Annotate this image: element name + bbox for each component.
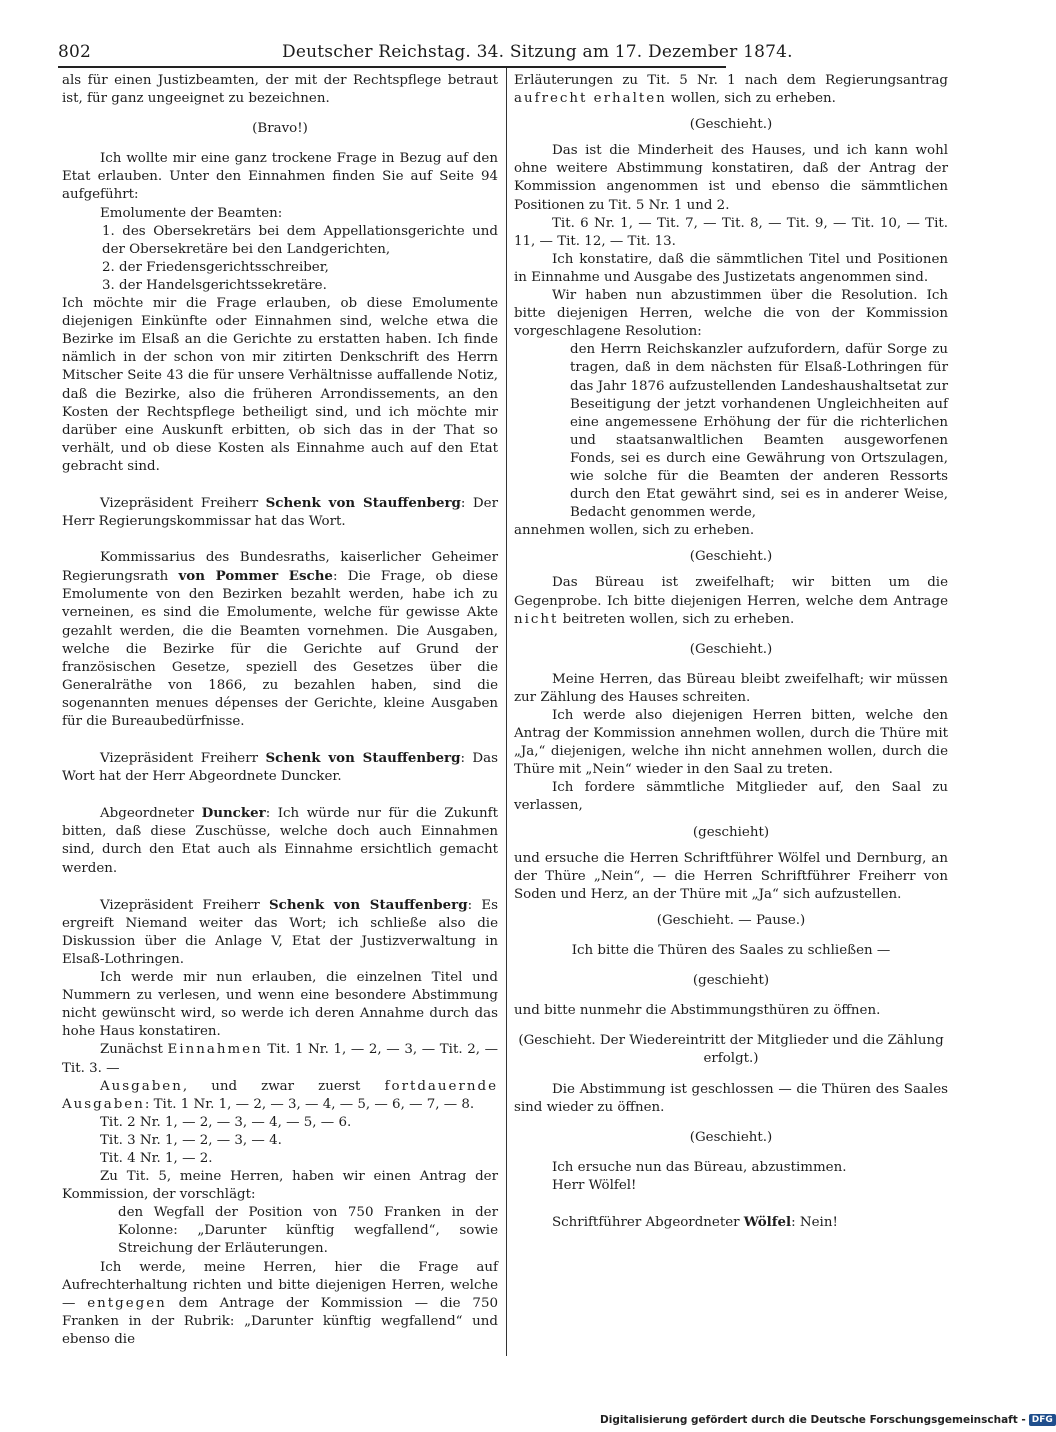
speech-paragraph: Kommissarius des Bundesraths, kaiserlicher Geheimer Regierungsrath von Pommer Esche: Die Frage, ob diese Emolumente von den Bezirken bezahlt werden, habe ich zu verneinen, es sind die Emolumente, welche für gewisse Akte gezahlt werden, die die Beamten vornehmen. Die Ausgaben, welche die Bezirke für die Gerichte auf Grund der französischen Gesetze, speziell des Gesetzes über die Generalräthe von 1866, zu bezahlen haben, sind die sogenannten menues dépenses der Gerichte, kleine Ausgaben für die Bureaubedürfnisse.	[62, 550, 499, 729]
stage-direction: (geschieht)	[692, 824, 770, 840]
stage-direction: (Geschieht.)	[689, 641, 773, 657]
list-item: 2. der Friedensgerichtsschreiber,	[102, 259, 329, 275]
footer-text: Digitalisierung gefördert durch die Deutsche Forschungsgemeinschaft -	[600, 1414, 1026, 1426]
paragraph: Zunächst Einnahmen Tit. 1 Nr. 1, — 2, — 3, — Tit. 2, — Tit. 3. —	[62, 1042, 499, 1076]
paragraph: Das Büreau ist zweifelhaft; wir bitten um die Gegenprobe. Ich bitte diejenigen Herren, welche dem Antrage nicht beitreten wollen, sich zu erheben.	[514, 575, 948, 627]
speaker-name: Duncker	[201, 805, 266, 822]
paragraph: Ich werde also diejenigen Herren bitten, welche den Antrag der Kommission annehmen wollen, durch die Thüre mit „Ja,“ diejenigen, welche ihn nicht annehmen wollen, durch die Thüre mit „Nein“ wieder in den Saal zu treten.	[514, 708, 948, 778]
stage-direction: (Geschieht. Der Wiedereintritt der Mitglieder und die Zählung erfolgt.)	[518, 1033, 944, 1067]
paragraph: Ich wollte mir eine ganz trockene Frage in Bezug auf den Etat erlauben. Unter den Einnahmen finden Sie auf Seite 94 aufgeführt:	[62, 151, 498, 203]
stage-direction: (Geschieht. — Pause.)	[656, 912, 806, 928]
dfg-logo: DFG	[1029, 1414, 1056, 1426]
paragraph: Ausgaben, und zwar zuerst fortdauernde Ausgaben: Tit. 1 Nr. 1, — 2, — 3, — 4, — 5, — 6, — 7, — 8.	[62, 1078, 498, 1112]
list-item: 3. der Handelsgerichtssekretäre.	[102, 277, 327, 293]
paragraph: Wir haben nun abzustimmen über die Resolution. Ich bitte diejenigen Herren, welche die von der Kommission vorgeschlagene Resolution:	[514, 288, 948, 340]
paragraph: Zu Tit. 5, meine Herren, haben wir einen Antrag der Kommission, der vorschlägt:	[62, 1169, 498, 1203]
paragraph: annehmen wollen, sich zu erheben.	[514, 523, 755, 539]
stage-direction: (Geschieht.)	[689, 1129, 773, 1145]
stage-direction: (Geschieht.)	[689, 549, 773, 565]
speaker-name: Schenk von Stauffenberg	[269, 896, 468, 913]
column-divider	[506, 68, 507, 1356]
page-number: 802	[58, 42, 92, 62]
digitization-credit	[600, 1414, 1053, 1430]
paragraph: Herr Wölfel!	[552, 1177, 637, 1193]
running-header	[58, 38, 793, 64]
list-item: 1. des Obersekretärs bei dem Appellationsgerichte und der Obersekretäre bei den Landgerichten,	[102, 223, 498, 257]
paragraph: Erläuterungen zu Tit. 5 Nr. 1 nach dem Regierungsantrag aufrecht erhalten wollen, sich zu erheben.	[514, 73, 948, 107]
paragraph: Die Abstimmung ist geschlossen — die Thüren des Saales sind wieder zu öffnen.	[514, 1081, 948, 1115]
paragraph: Ich ersuche nun das Büreau, abzustimmen.	[552, 1159, 847, 1175]
right-column	[514, 72, 948, 1232]
paragraph: Ich konstatire, daß die sämmtlichen Titel und Positionen in Einnahme und Ausgabe des Justizetats angenommen sind.	[514, 251, 948, 285]
stage-direction: (geschieht)	[692, 973, 770, 989]
title-list: Tit. 4 Nr. 1, — 2.	[100, 1150, 213, 1166]
paragraph: als für einen Justizbeamten, der mit der Rechtspflege betraut ist, für ganz ungeeignet zu bezeichnen.	[62, 73, 498, 107]
paragraph: Meine Herren, das Büreau bleibt zweifelhaft; wir müssen zur Zählung des Hauses schreiten.	[514, 671, 948, 705]
interjection: (Bravo!)	[252, 121, 308, 137]
header-rule	[58, 66, 726, 68]
speech-paragraph: Vizepräsident Freiherr Schenk von Stauffenberg: Es ergreift Niemand weiter das Wort; ich schließe also die Diskussion über die Anlage V, Etat der Justizverwaltung in Elsaß-Lothringen.	[62, 896, 498, 967]
paragraph: Tit. 6 Nr. 1, — Tit. 7, — Tit. 8, — Tit. 9, — Tit. 10, — Tit. 11, — Tit. 12, — Tit. 13.	[514, 215, 948, 249]
paragraph: Ich fordere sämmtliche Mitglieder auf, den Saal zu verlassen,	[514, 780, 948, 814]
running-title: Deutscher Reichstag. 34. Sitzung am 17. Dezember 1874.	[282, 42, 793, 62]
paragraph: Das ist die Minderheit des Hauses, und ich kann wohl ohne weitere Abstimmung konstatiren, daß der Antrag der Kommission angenommen ist und ebenso die sämmtlichen Positionen zu Tit. 5 Nr. 1 und 2.	[514, 143, 948, 213]
paragraph: und ersuche die Herren Schriftführer Wölfel und Dernburg, an der Thüre „Nein“, — die Herren Schriftführer Freiherr von Soden und Herz, an der Thüre mit „Ja“ sich aufzustellen.	[514, 850, 948, 902]
title-list: Tit. 2 Nr. 1, — 2, — 3, — 4, — 5, — 6.	[100, 1114, 352, 1130]
speaker-name: Schenk von Stauffenberg	[265, 494, 461, 511]
left-column	[62, 72, 498, 1349]
speaker-name: Wölfel	[743, 1213, 792, 1230]
speech-paragraph: Vizepräsident Freiherr Schenk von Stauffenberg: Das Wort hat der Herr Abgeordnete Duncker.	[62, 750, 499, 785]
speech-paragraph: Vizepräsident Freiherr Schenk von Stauffenberg: Der Herr Regierungskommissar hat das Wort.	[62, 494, 498, 530]
title-list: Tit. 3 Nr. 1, — 2, — 3, — 4.	[100, 1132, 282, 1148]
speech-paragraph: Schriftführer Abgeordneter Wölfel: Nein!	[552, 1213, 838, 1230]
speaker-name: Schenk von Stauffenberg	[265, 750, 461, 767]
speaker-name: von Pommer Esche	[178, 568, 333, 585]
paragraph: Ich werde mir nun erlauben, die einzelnen Titel und Nummern zu verlesen, und wenn eine besondere Abstimmung nicht gewünscht wird, so werde ich deren Annahme durch das hohe Haus konstatiren.	[62, 970, 498, 1040]
quoted-motion: den Wegfall der Position von 750 Franken in der Kolonne: „Darunter künftig wegfallend“, sowie Streichung der Erläuterungen.	[118, 1205, 498, 1257]
quoted-resolution: den Herrn Reichskanzler aufzufordern, dafür Sorge zu tragen, daß in dem nächsten für Elsaß-Lothringen für das Jahr 1876 aufzustellenden Landeshaushaltsetat zur Beseitigung der jetzt vorhandenen Ungleichheiten auf eine angemessene Erhöhung der für die richterlichen und staatsanwaltlichen Beamten ausgeworfenen Fonds, sei es durch eine Gewährung von Ortszulagen, wie solche für die Beamten der anderen Ressorts durch den Etat gewährt sind, sei es in anderer Weise, Bedacht genommen werde,	[570, 342, 948, 521]
speech-paragraph: Abgeordneter Duncker: Ich würde nur für die Zukunft bitten, daß diese Zuschüsse, welche doch auch Einnahmen sind, durch den Etat auch als Einnahme ersichtlich gemacht werden.	[62, 805, 498, 876]
paragraph: Emolumente der Beamten:	[100, 205, 283, 221]
stage-direction: (Geschieht.)	[689, 117, 773, 133]
paragraph: Ich bitte die Thüren des Saales zu schließen —	[571, 943, 891, 959]
paragraph: Ich werde, meine Herren, hier die Frage auf Aufrechterhaltung richten und bitte diejenigen Herren, welche — entgegen dem Antrage der Kommission — die 750 Franken in der Rubrik: „Darunter künftig wegfallend“ und ebenso die	[62, 1259, 498, 1347]
paragraph: und bitte nunmehr die Abstimmungsthüren zu öffnen.	[514, 1003, 881, 1019]
paragraph: Ich möchte mir die Frage erlauben, ob diese Emolumente diejenigen Einkünfte oder Einnahmen sind, welche etwa die Bezirke im Elsaß an die Gerichte zu erstatten haben. Ich finde nämlich in der schon von mir zitirten Denkschrift des Herrn Mitscher Seite 43 die für unsere Verhältnisse auffallende Notiz, daß die Bezirke, also die früheren Arrondissements, an den Kosten der Rechtspflege betheiligt sind, und ich möchte mir darüber eine Auskunft erbitten, ob sich das in der That so verhält, und ob diese Kosten als Einnahme auch auf den Etat gebracht sind.	[62, 296, 498, 474]
